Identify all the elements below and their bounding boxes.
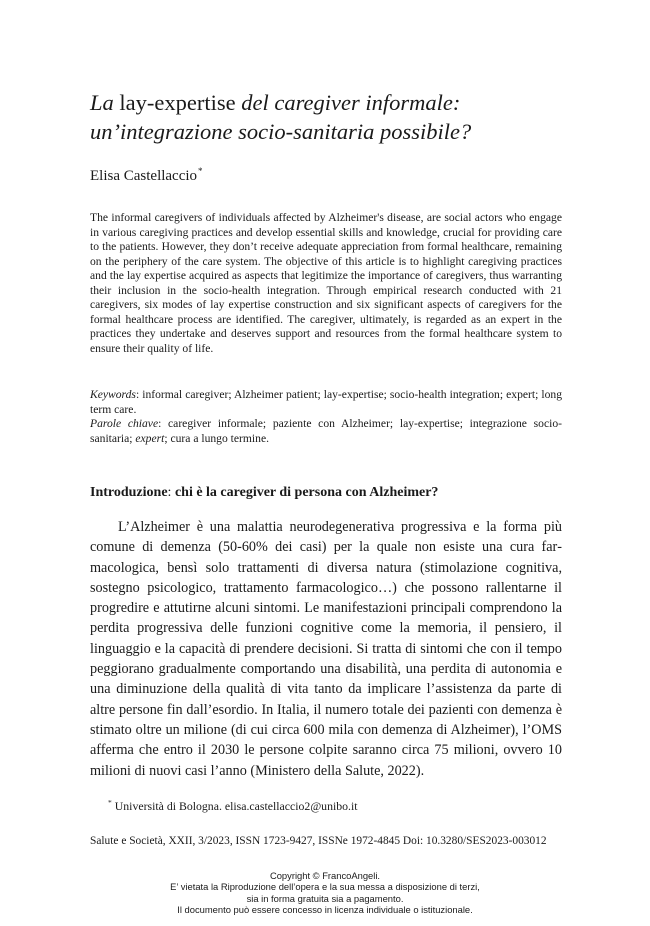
intro-paragraph: L’Alzheimer è una malattia neurodegenerativa progressiva e la forma più comune di demenza (50-60% dei casi) per la quale non esiste una cura farmacologica, bensì solo trattamenti di diversa natura (stimolazione cognitiva, sostegno psicologico, trattamento farmacologico…) che possono rallentarne il progredire e attutirne alcuni sintomi. Le manifestazioni principali comprendono la perdita progressiva delle funzioni cognitive come la memoria, il pensiero, il linguaggio e la capacità di prendere decisioni. Si tratta di sintomi che con il tempo peggiorano gradualmente comportando una disabilità, una perdita di autonomia e una diminuzione della qualità di vita tanto da implicare l’assistenza da parte di altre persone fin dall’esordio. In Italia, il numero totale dei pazienti con demenza è stimato oltre un milione (di cui circa 600 mila con demenza di Alzheimer), l’OMS afferma che entro il 2030 le persone colpite saranno circa 75 milioni, ovvero 10 milioni di nuovi casi l’anno (Ministero della Salute, 2022).: [90, 519, 562, 779]
parole-chiave-text-a: : caregiver informale; paziente con Alzheimer; lay-expertise; integrazione socio-sanitaria;: [90, 417, 562, 445]
footnote: [108, 795, 568, 814]
parole-chiave-label: Parole chiave: [90, 417, 159, 430]
keywords-english: [90, 388, 562, 417]
article-title: [90, 88, 570, 146]
copyright-line-2: E’ vietata la Riproduzione dell’opera e la sua messa a disposizione di terzi,: [170, 881, 480, 893]
copyright-line-1: Copyright © FrancoAngeli.: [269, 870, 381, 881]
title-part-1: La: [90, 90, 114, 115]
keywords-block: [90, 388, 562, 446]
keywords-label: Keywords: [90, 388, 136, 401]
abstract: The informal caregivers of individuals affected by Alzheimer's disease, are social actors who engage in various caregiving practices and develop essential skills and knowledge, crucial for providing care to the patients. However, they don’t receive adequate appreciation from formal healthcare, remaining on the periphery of the care system. The objective of this article is to highlight caregiving practices and the lay expertise acquired as aspects that legitimize the importance of caregivers, thus warranting their inclusion in the socio-health integration. Through empirical research conducted with 21 caregivers, six modes of lay expertise construction and six significant aspects of caregivers for the formal healthcare process are identified. The caregiver, ultimately, is regarded as an expert in the practices they undertake and deserves support and resources from the formal healthcare system to ensure their quality of life.: [90, 211, 562, 355]
journal-citation: Salute e Società, XXII, 3/2023, ISSN 1723-9427, ISSNe 1972-4845 Doi: 10.3280/SES2023-003012: [90, 835, 547, 847]
keywords-text: : informal caregiver; Alzheimer patient; lay-expertise; socio-health integration; expert; long term care.: [90, 388, 562, 416]
title-part-3: del caregiver informale:: [241, 90, 461, 115]
copyright-line-4: Il documento può essere concesso in licenza individuale o istituzionale.: [177, 904, 473, 916]
keywords-italian: [90, 417, 562, 446]
section-heading-b: chi è la caregiver di persona con Alzheimer?: [174, 485, 439, 500]
parole-chiave-text-b: ; cura a lungo termine.: [164, 431, 269, 445]
section-heading: [90, 484, 562, 502]
title-line-2: un’integrazione socio-sanitaria possibile?: [90, 119, 472, 144]
author-line: [90, 162, 203, 185]
copyright-notice: [100, 870, 550, 916]
section-heading-a: Introduzione: [90, 485, 168, 500]
author-footnote-marker: *: [198, 166, 203, 176]
footnote-text: Università di Bologna. elisa.castellaccio2@unibo.it: [114, 799, 358, 813]
footnote-marker: *: [108, 798, 112, 807]
author-name: Elisa Castellaccio: [90, 168, 198, 184]
title-part-2: lay-expertise: [113, 90, 242, 115]
parole-chiave-expert: expert: [135, 431, 165, 445]
copyright-line-3: sia in forma gratuita sia a pagamento.: [246, 892, 404, 904]
section-heading-colon: :: [167, 485, 175, 500]
